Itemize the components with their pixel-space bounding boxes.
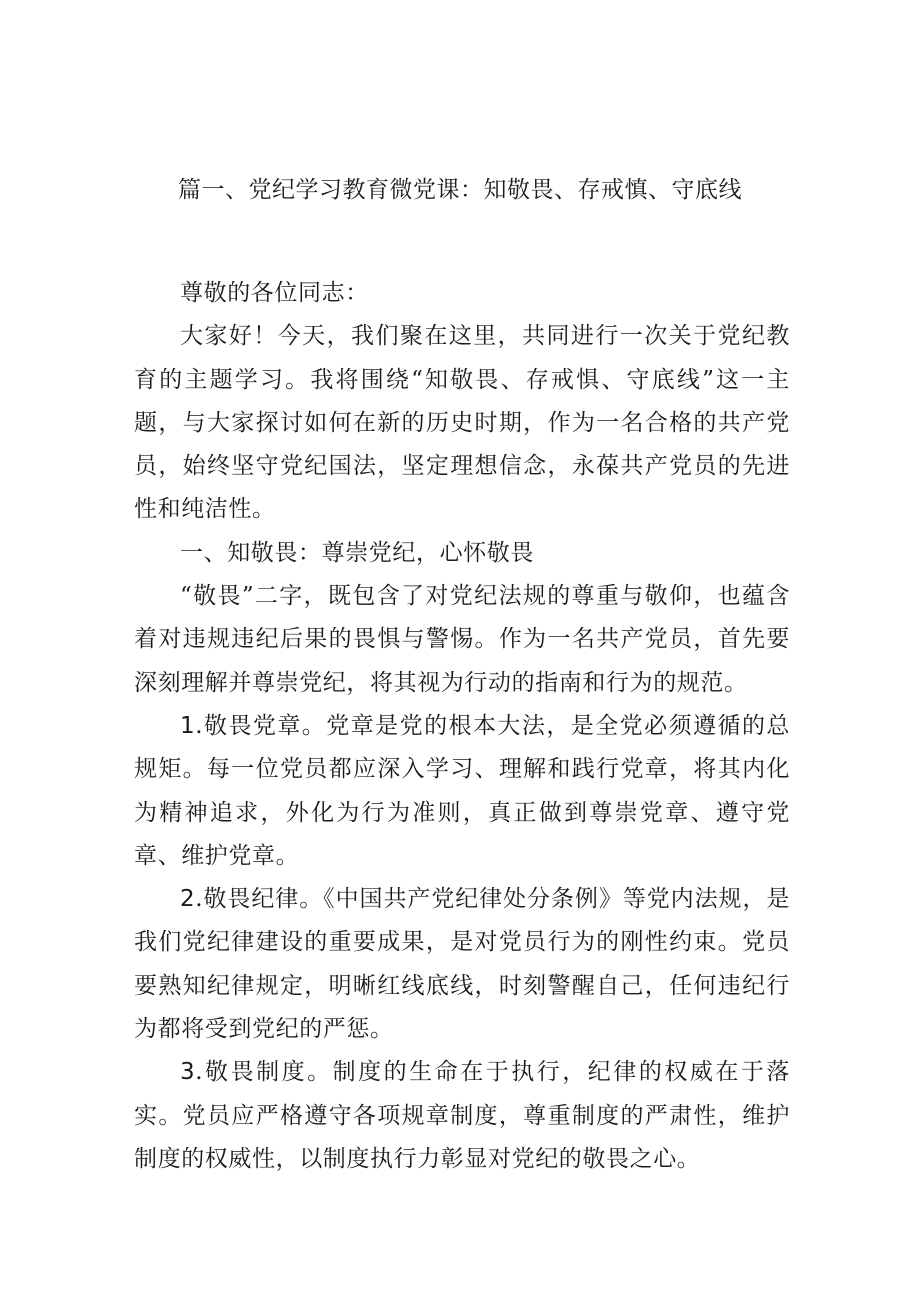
list-item	[134, 1051, 790, 1181]
item-number: 3	[180, 1059, 196, 1086]
list-item	[134, 705, 790, 878]
intro-paragraph: 大家好！今天，我们聚在这里，共同进行一次关于党纪教育的主题学习。我将围绕“知敬畏、存戒惧、守底线”这一主题，与大家探讨如何在新的历史时期，作为一名合格的共产党员，始终坚守党纪国法，坚定理想信念，永葆共产党员的先进性和纯洁性。	[134, 323, 790, 523]
item-number: 1	[180, 712, 196, 739]
item-text: .敬畏党章。党章是党的根本大法，是全党必须遵循的总规矩。每一位党员都应深入学习、理解和践行党章，将其内化为精神追求，外化为行为准则，真正做到尊崇党章、遵守党章、维护党章。	[134, 712, 790, 869]
section-heading: 一、知敬畏：尊崇党纪，心怀敬畏	[180, 539, 534, 566]
section-paragraph: “敬畏”二字，既包含了对党纪法规的尊重与敬仰，也蕴含着对违规违纪后果的畏惧与警惕。作为一名共产党员，首先要深刻理解并尊崇党纪，将其视为行动的指南和行为的规范。	[134, 583, 790, 696]
item-text: .敬畏制度。制度的生命在于执行，纪律的权威在于落实。党员应严格遵守各项规章制度，尊重制度的严肃性，维护制度的权威性，以制度执行力彰显对党纪的敬畏之心。	[134, 1059, 790, 1172]
document-body	[134, 272, 790, 1181]
list-item	[134, 878, 790, 1051]
item-text: .敬畏纪律。《中国共产党纪律处分条例》等党内法规，是我们党纪律建设的重要成果，是对党员行为的刚性约束。党员要熟知纪律规定，明晰红线底线，时刻警醒自己，任何违纪行为都将受到党纪的严惩。	[134, 886, 790, 1043]
item-number: 2	[180, 886, 196, 913]
document-title: 篇一、党纪学习教育微党课：知敬畏、存戒慎、守底线	[178, 177, 742, 203]
salutation: 尊敬的各位同志：	[180, 280, 369, 306]
